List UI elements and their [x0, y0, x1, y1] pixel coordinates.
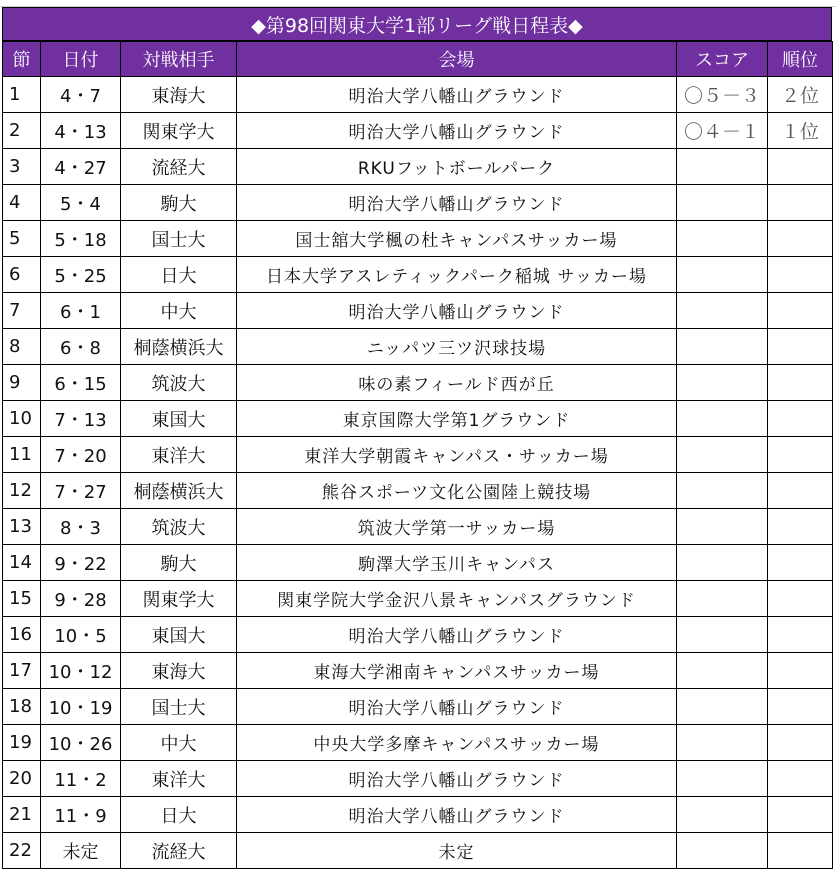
opponent-cell: 桐蔭横浜大	[121, 329, 237, 365]
table-row	[3, 113, 833, 149]
rank-cell	[768, 149, 833, 185]
header-rank: 順位	[768, 42, 833, 77]
opponent-cell: 国士大	[121, 221, 237, 257]
table-row	[3, 257, 833, 293]
round-cell: 4	[3, 185, 41, 221]
venue-cell: 明治大学八幡山グラウンド	[237, 185, 677, 221]
round-cell: 22	[3, 833, 41, 869]
venue-cell: 明治大学八幡山グラウンド	[237, 617, 677, 653]
score-cell	[677, 761, 768, 797]
table-row	[3, 545, 833, 581]
rank-cell: ２位	[768, 77, 833, 113]
rank-cell	[768, 545, 833, 581]
opponent-cell: 日大	[121, 797, 237, 833]
venue-cell: 未定	[237, 833, 677, 869]
rank-cell	[768, 293, 833, 329]
venue-cell: 中央大学多摩キャンパスサッカー場	[237, 725, 677, 761]
opponent-cell: 駒大	[121, 545, 237, 581]
venue-cell: RKUフットボールパーク	[237, 149, 677, 185]
rank-cell	[768, 833, 833, 869]
table-row	[3, 221, 833, 257]
opponent-cell: 東海大	[121, 653, 237, 689]
header-venue: 会場	[237, 42, 677, 77]
round-cell: 6	[3, 257, 41, 293]
round-cell: 18	[3, 689, 41, 725]
date-cell: 10・26	[41, 725, 121, 761]
round-cell: 21	[3, 797, 41, 833]
round-cell: 3	[3, 149, 41, 185]
venue-cell: 明治大学八幡山グラウンド	[237, 113, 677, 149]
schedule-title: ◆第98回関東大学1部リーグ戦日程表◆	[2, 7, 832, 41]
date-cell: 10・5	[41, 617, 121, 653]
table-row	[3, 149, 833, 185]
round-cell: 13	[3, 509, 41, 545]
header-score: スコア	[677, 42, 768, 77]
venue-cell: 味の素フィールド西が丘	[237, 365, 677, 401]
date-cell: 7・27	[41, 473, 121, 509]
date-cell: 6・15	[41, 365, 121, 401]
header-date: 日付	[41, 42, 121, 77]
score-cell	[677, 437, 768, 473]
rank-cell	[768, 329, 833, 365]
table-row	[3, 329, 833, 365]
score-cell	[677, 149, 768, 185]
rank-cell	[768, 689, 833, 725]
score-cell	[677, 833, 768, 869]
round-cell: 15	[3, 581, 41, 617]
score-cell	[677, 581, 768, 617]
score-cell	[677, 797, 768, 833]
header-round: 節	[3, 42, 41, 77]
table-row	[3, 473, 833, 509]
rank-cell	[768, 725, 833, 761]
rank-cell	[768, 401, 833, 437]
round-cell: 7	[3, 293, 41, 329]
round-cell: 20	[3, 761, 41, 797]
rank-cell	[768, 509, 833, 545]
venue-cell: 東京国際大学第1グラウンド	[237, 401, 677, 437]
opponent-cell: 桐蔭横浜大	[121, 473, 237, 509]
table-row	[3, 293, 833, 329]
round-cell: 12	[3, 473, 41, 509]
venue-cell: 熊谷スポーツ文化公園陸上競技場	[237, 473, 677, 509]
rank-cell	[768, 761, 833, 797]
rank-cell	[768, 617, 833, 653]
venue-cell: 関東学院大学金沢八景キャンパスグラウンド	[237, 581, 677, 617]
venue-cell: 明治大学八幡山グラウンド	[237, 761, 677, 797]
score-cell	[677, 221, 768, 257]
date-cell: 9・28	[41, 581, 121, 617]
date-cell: 4・7	[41, 77, 121, 113]
opponent-cell: 中大	[121, 293, 237, 329]
table-row	[3, 365, 833, 401]
rank-cell	[768, 581, 833, 617]
score-cell	[677, 401, 768, 437]
venue-cell: ニッパツ三ツ沢球技場	[237, 329, 677, 365]
score-cell: 〇５－３	[677, 77, 768, 113]
opponent-cell: 関東学大	[121, 581, 237, 617]
opponent-cell: 流経大	[121, 833, 237, 869]
opponent-cell: 東海大	[121, 77, 237, 113]
sheet-gridline	[0, 0, 836, 7]
date-cell: 10・12	[41, 653, 121, 689]
table-row	[3, 185, 833, 221]
score-cell	[677, 509, 768, 545]
score-cell	[677, 257, 768, 293]
score-cell	[677, 725, 768, 761]
venue-cell: 明治大学八幡山グラウンド	[237, 77, 677, 113]
opponent-cell: 筑波大	[121, 365, 237, 401]
venue-cell: 東洋大学朝霞キャンパス・サッカー場	[237, 437, 677, 473]
table-row	[3, 437, 833, 473]
date-cell: 未定	[41, 833, 121, 869]
rank-cell	[768, 365, 833, 401]
opponent-cell: 日大	[121, 257, 237, 293]
date-cell: 5・18	[41, 221, 121, 257]
round-cell: 19	[3, 725, 41, 761]
table-row	[3, 509, 833, 545]
table-row	[3, 725, 833, 761]
venue-cell: 明治大学八幡山グラウンド	[237, 797, 677, 833]
date-cell: 6・8	[41, 329, 121, 365]
venue-cell: 日本大学アスレティックパーク稲城 サッカー場	[237, 257, 677, 293]
round-cell: 11	[3, 437, 41, 473]
rank-cell	[768, 221, 833, 257]
table-row	[3, 689, 833, 725]
venue-cell: 明治大学八幡山グラウンド	[237, 689, 677, 725]
round-cell: 1	[3, 77, 41, 113]
score-cell	[677, 689, 768, 725]
score-cell	[677, 293, 768, 329]
table-row	[3, 617, 833, 653]
round-cell: 17	[3, 653, 41, 689]
opponent-cell: 駒大	[121, 185, 237, 221]
rank-cell	[768, 653, 833, 689]
date-cell: 4・13	[41, 113, 121, 149]
score-cell	[677, 545, 768, 581]
opponent-cell: 東洋大	[121, 437, 237, 473]
score-cell	[677, 653, 768, 689]
venue-cell: 駒澤大学玉川キャンパス	[237, 545, 677, 581]
round-cell: 14	[3, 545, 41, 581]
rank-cell	[768, 473, 833, 509]
opponent-cell: 東国大	[121, 617, 237, 653]
rank-cell	[768, 797, 833, 833]
date-cell: 7・20	[41, 437, 121, 473]
date-cell: 11・2	[41, 761, 121, 797]
header-row	[3, 42, 833, 77]
date-cell: 11・9	[41, 797, 121, 833]
score-cell	[677, 365, 768, 401]
table-row	[3, 401, 833, 437]
rank-cell: １位	[768, 113, 833, 149]
opponent-cell: 流経大	[121, 149, 237, 185]
date-cell: 9・22	[41, 545, 121, 581]
score-cell	[677, 617, 768, 653]
venue-cell: 明治大学八幡山グラウンド	[237, 293, 677, 329]
venue-cell: 東海大学湘南キャンパスサッカー場	[237, 653, 677, 689]
rank-cell	[768, 257, 833, 293]
table-row	[3, 797, 833, 833]
opponent-cell: 東洋大	[121, 761, 237, 797]
date-cell: 5・25	[41, 257, 121, 293]
opponent-cell: 筑波大	[121, 509, 237, 545]
venue-cell: 筑波大学第一サッカー場	[237, 509, 677, 545]
opponent-cell: 中大	[121, 725, 237, 761]
round-cell: 8	[3, 329, 41, 365]
table-row	[3, 581, 833, 617]
round-cell: 16	[3, 617, 41, 653]
rank-cell	[768, 185, 833, 221]
table-row	[3, 761, 833, 797]
rank-cell	[768, 437, 833, 473]
date-cell: 8・3	[41, 509, 121, 545]
score-cell: 〇４－１	[677, 113, 768, 149]
date-cell: 10・19	[41, 689, 121, 725]
score-cell	[677, 329, 768, 365]
opponent-cell: 関東学大	[121, 113, 237, 149]
header-opponent: 対戦相手	[121, 42, 237, 77]
table-row	[3, 77, 833, 113]
date-cell: 7・13	[41, 401, 121, 437]
score-cell	[677, 185, 768, 221]
venue-cell: 国士舘大学楓の杜キャンパスサッカー場	[237, 221, 677, 257]
schedule-table	[2, 41, 833, 869]
date-cell: 4・27	[41, 149, 121, 185]
opponent-cell: 国士大	[121, 689, 237, 725]
date-cell: 5・4	[41, 185, 121, 221]
round-cell: 2	[3, 113, 41, 149]
date-cell: 6・1	[41, 293, 121, 329]
round-cell: 5	[3, 221, 41, 257]
table-row	[3, 833, 833, 869]
round-cell: 9	[3, 365, 41, 401]
round-cell: 10	[3, 401, 41, 437]
opponent-cell: 東国大	[121, 401, 237, 437]
score-cell	[677, 473, 768, 509]
table-row	[3, 653, 833, 689]
